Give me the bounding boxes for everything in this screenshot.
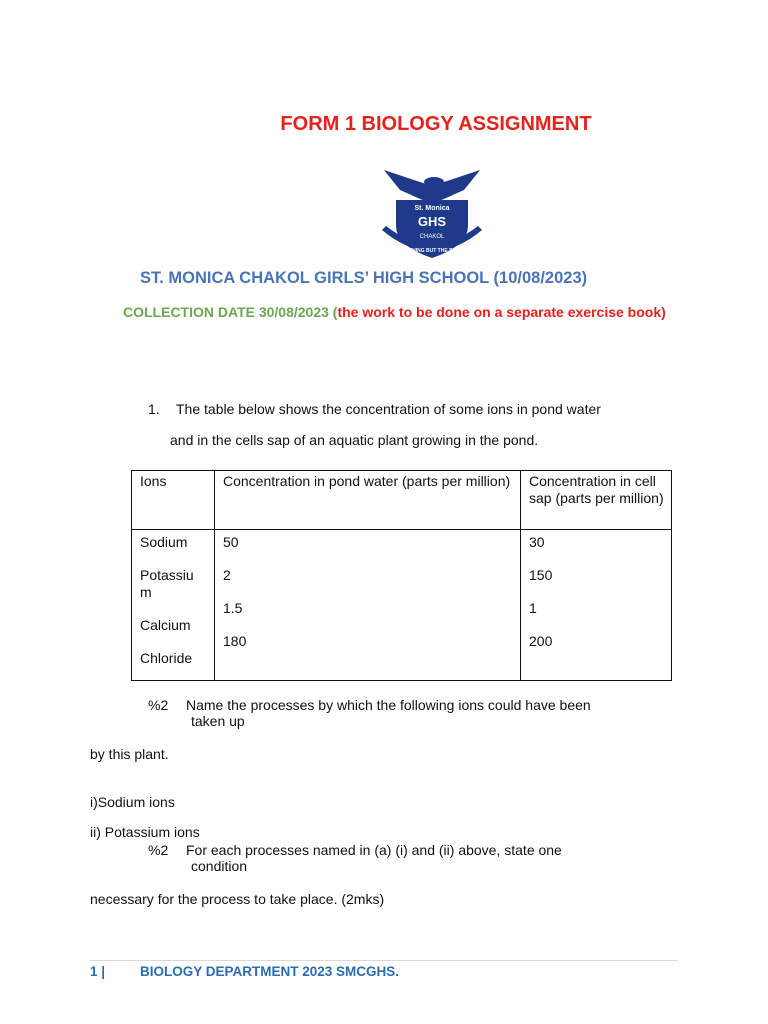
- question-1-line-2: and in the cells sap of an aquatic plant growing in the pond.: [170, 432, 539, 448]
- collection-close: ): [661, 304, 666, 320]
- table-row: [132, 530, 672, 681]
- question-number: 1.: [148, 401, 160, 417]
- header-cell-sap: Concentration in cell sap (parts per million): [521, 471, 672, 530]
- table-header-row: [132, 471, 672, 530]
- sap-value: 150: [529, 567, 553, 583]
- pond-water-cell: [215, 530, 521, 681]
- collection-note: the work to be done on a separate exercise book: [337, 304, 662, 320]
- part-b-marker: %2: [148, 842, 169, 858]
- question-1-line-1: [148, 401, 601, 417]
- part-a-marker: %2: [148, 697, 169, 713]
- sap-value: 1: [529, 600, 537, 616]
- pond-value: 180: [223, 633, 247, 649]
- page-title: FORM 1 BIOLOGY ASSIGNMENT: [280, 113, 592, 135]
- collection-date: [90, 304, 680, 321]
- part-b-line-1: For each processes named in (a) (i) and (ii) above, state one: [186, 842, 562, 858]
- svg-text:CHAKOL: CHAKOL: [419, 234, 445, 240]
- pond-value: 1.5: [223, 600, 243, 616]
- cell-sap-cell: [521, 530, 672, 681]
- svg-text:GHS: GHS: [417, 214, 447, 229]
- ion-name: Sodium: [140, 534, 188, 550]
- footer-text: BIOLOGY DEPARTMENT 2023 SMCGHS.: [140, 964, 400, 979]
- ions-cell: [132, 530, 215, 681]
- ions-table: [131, 470, 672, 681]
- sap-value: 200: [529, 633, 553, 649]
- item-ii: ii) Potassium ions: [90, 824, 200, 840]
- collection-label: COLLECTION DATE 30/08/2023 (: [123, 304, 338, 320]
- page-footer: [90, 964, 399, 979]
- item-i: i)Sodium ions: [90, 794, 175, 810]
- question-1-text: The table below shows the concentration of some ions in pond water: [176, 401, 601, 417]
- ion-name: Potassiu m: [140, 567, 194, 600]
- ion-name: Calcium: [140, 617, 191, 633]
- header-ions: Ions: [132, 471, 215, 530]
- part-b-line-3: necessary for the process to take place. (2mks): [90, 891, 385, 907]
- part-b-line-2: condition: [191, 858, 248, 874]
- svg-text:NOTHING BUT THE BEST: NOTHING BUT THE BEST: [401, 248, 463, 254]
- school-name: ST. MONICA CHAKOL GIRLS’ HIGH SCHOOL (10/08/2023): [140, 269, 588, 287]
- school-logo: [376, 160, 488, 262]
- part-a-line-2: taken up: [191, 713, 245, 729]
- footer-divider: [90, 960, 678, 961]
- ion-name: Chloride: [140, 650, 193, 666]
- part-a-line-3: by this plant.: [90, 746, 169, 762]
- sap-value: 30: [529, 534, 545, 550]
- pond-value: 50: [223, 534, 239, 550]
- header-pond-water: Concentration in pond water (parts per million): [215, 471, 521, 530]
- pond-value: 2: [223, 567, 231, 583]
- page-number: 1 |: [90, 964, 106, 979]
- svg-text:St. Monica: St. Monica: [414, 205, 450, 212]
- part-a-line-1: Name the processes by which the following ions could have been: [186, 697, 591, 713]
